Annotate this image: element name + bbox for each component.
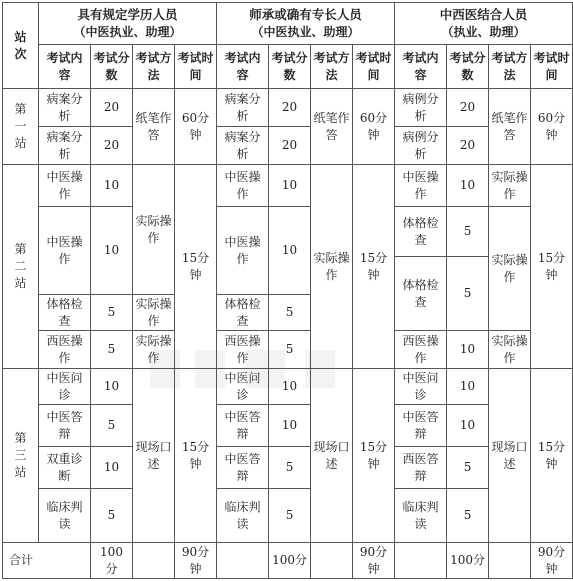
station-1-label: 第 一 站 bbox=[3, 89, 39, 165]
exam-item: 病例分析 bbox=[395, 89, 447, 127]
category-integrated-medicine: 中西医结合人员 （执业、助理） bbox=[395, 3, 573, 45]
exam-score: 20 bbox=[269, 89, 311, 127]
exam-method: 现场口述 bbox=[311, 369, 353, 543]
total-score: 100 分 bbox=[91, 543, 133, 579]
exam-item: 西医答辩 bbox=[395, 447, 447, 489]
exam-item: 中医操作 bbox=[217, 207, 269, 295]
exam-score: 5 bbox=[269, 489, 311, 543]
column-header-row bbox=[3, 45, 573, 89]
exam-time: 15分钟 bbox=[175, 165, 217, 369]
exam-item: 西医操作 bbox=[39, 331, 91, 369]
exam-method: 实际操作 bbox=[133, 165, 175, 295]
exam-score: 10 bbox=[91, 207, 133, 295]
exam-structure-table bbox=[2, 2, 573, 579]
empty-cell bbox=[311, 543, 353, 579]
exam-score: 5 bbox=[91, 405, 133, 447]
exam-score: 20 bbox=[91, 89, 133, 127]
station-3-label: 第 三 站 bbox=[3, 369, 39, 543]
station-column-header: 站 次 bbox=[3, 3, 39, 89]
exam-score: 5 bbox=[447, 489, 489, 543]
exam-score: 10 bbox=[447, 405, 489, 447]
col-score-header: 考试分数 bbox=[91, 45, 133, 89]
exam-method: 实际操作 bbox=[311, 165, 353, 369]
exam-item: 中医答辩 bbox=[395, 405, 447, 447]
exam-score: 5 bbox=[269, 447, 311, 489]
exam-item: 中医操作 bbox=[217, 165, 269, 207]
col-score-header: 考试分数 bbox=[269, 45, 311, 89]
total-time: 90分钟 bbox=[175, 543, 217, 579]
exam-item: 中医答辩 bbox=[39, 405, 91, 447]
exam-method: 纸笔作答 bbox=[311, 89, 353, 165]
col-score-header: 考试分数 bbox=[447, 45, 489, 89]
category-regular-education: 具有规定学历人员 （中医执业、助理） bbox=[39, 3, 217, 45]
exam-item: 中医问诊 bbox=[395, 369, 447, 405]
exam-item: 临床判读 bbox=[395, 489, 447, 543]
col-content-header: 考试内容 bbox=[217, 45, 269, 89]
table-row bbox=[3, 489, 573, 543]
total-score: 100分 bbox=[447, 543, 489, 579]
category-apprenticeship: 师承或确有专长人员 （中医执业、助理） bbox=[217, 3, 395, 45]
exam-score: 10 bbox=[269, 405, 311, 447]
exam-time: 15分钟 bbox=[353, 369, 395, 543]
exam-method: 纸笔作答 bbox=[489, 89, 531, 165]
exam-time: 60分钟 bbox=[175, 89, 217, 165]
exam-item: 中医操作 bbox=[39, 207, 91, 295]
exam-item: 病案分析 bbox=[39, 127, 91, 165]
exam-item: 体格检查 bbox=[395, 207, 447, 257]
exam-time: 15分钟 bbox=[353, 165, 395, 369]
exam-method: 现场口述 bbox=[489, 369, 531, 543]
exam-score: 10 bbox=[269, 165, 311, 207]
col-method-header: 考试方法 bbox=[489, 45, 531, 89]
col-content-header: 考试内容 bbox=[39, 45, 91, 89]
exam-score: 5 bbox=[91, 489, 133, 543]
exam-time: 15分钟 bbox=[531, 165, 573, 369]
col-method-header: 考试方法 bbox=[311, 45, 353, 89]
empty-cell bbox=[395, 543, 447, 579]
exam-item: 临床判读 bbox=[39, 489, 91, 543]
exam-item: 双重诊断 bbox=[39, 447, 91, 489]
exam-score: 20 bbox=[447, 89, 489, 127]
exam-score: 10 bbox=[447, 369, 489, 405]
exam-score: 10 bbox=[269, 207, 311, 295]
table-row bbox=[3, 369, 573, 405]
exam-score: 10 bbox=[91, 165, 133, 207]
total-score: 100分 bbox=[269, 543, 311, 579]
table-row bbox=[3, 331, 573, 369]
table-row bbox=[3, 127, 573, 165]
exam-score: 10 bbox=[447, 165, 489, 207]
table-row bbox=[3, 89, 573, 127]
exam-item: 中医问诊 bbox=[217, 369, 269, 405]
table-row bbox=[3, 207, 573, 257]
exam-item: 中医操作 bbox=[39, 165, 91, 207]
exam-item: 病例分析 bbox=[395, 127, 447, 165]
exam-score: 5 bbox=[447, 207, 489, 257]
exam-score: 5 bbox=[91, 331, 133, 369]
exam-item: 西医操作 bbox=[395, 331, 447, 369]
exam-item: 临床判读 bbox=[217, 489, 269, 543]
category-header-row bbox=[3, 3, 573, 45]
table-row bbox=[3, 405, 573, 447]
exam-method: 实际操作 bbox=[489, 207, 531, 331]
exam-item: 体格检查 bbox=[217, 295, 269, 331]
exam-score: 10 bbox=[447, 331, 489, 369]
exam-item: 体格检查 bbox=[39, 295, 91, 331]
exam-time: 15分钟 bbox=[175, 369, 217, 543]
exam-item: 中医问诊 bbox=[39, 369, 91, 405]
empty-cell bbox=[133, 543, 175, 579]
exam-score: 10 bbox=[269, 369, 311, 405]
exam-score: 5 bbox=[447, 447, 489, 489]
exam-method: 实际操作 bbox=[489, 165, 531, 207]
exam-score: 5 bbox=[269, 331, 311, 369]
exam-time: 60分钟 bbox=[531, 89, 573, 165]
total-row bbox=[3, 543, 573, 579]
exam-method: 现场口述 bbox=[133, 369, 175, 543]
exam-method: 实际操作 bbox=[133, 331, 175, 369]
total-label: 合计 bbox=[3, 543, 91, 579]
exam-score: 10 bbox=[91, 447, 133, 489]
exam-score: 20 bbox=[91, 127, 133, 165]
exam-score: 5 bbox=[447, 257, 489, 331]
exam-item: 体格检查 bbox=[395, 257, 447, 331]
exam-score: 10 bbox=[91, 369, 133, 405]
col-method-header: 考试方法 bbox=[133, 45, 175, 89]
table-row bbox=[3, 447, 573, 489]
exam-item: 中医答辩 bbox=[217, 405, 269, 447]
table-row bbox=[3, 165, 573, 207]
exam-score: 20 bbox=[269, 127, 311, 165]
exam-method: 纸笔作答 bbox=[133, 89, 175, 165]
empty-cell bbox=[489, 543, 531, 579]
col-time-header: 考试时间 bbox=[175, 45, 217, 89]
exam-item: 中医操作 bbox=[395, 165, 447, 207]
exam-time: 15分钟 bbox=[531, 369, 573, 543]
exam-score: 5 bbox=[269, 295, 311, 331]
col-time-header: 考试时间 bbox=[353, 45, 395, 89]
exam-item: 西医操作 bbox=[217, 331, 269, 369]
exam-item: 病案分析 bbox=[39, 89, 91, 127]
col-time-header: 考试时间 bbox=[531, 45, 573, 89]
col-content-header: 考试内容 bbox=[395, 45, 447, 89]
exam-score: 20 bbox=[447, 127, 489, 165]
exam-item: 中医答辩 bbox=[217, 447, 269, 489]
empty-cell bbox=[217, 543, 269, 579]
exam-time: 60分钟 bbox=[353, 89, 395, 165]
exam-method: 实际操作 bbox=[133, 295, 175, 331]
exam-method: 实际操作 bbox=[489, 331, 531, 369]
exam-item: 病案分析 bbox=[217, 89, 269, 127]
total-time: 90分钟 bbox=[531, 543, 573, 579]
exam-item: 病案分析 bbox=[217, 127, 269, 165]
exam-score: 5 bbox=[91, 295, 133, 331]
total-time: 90分钟 bbox=[353, 543, 395, 579]
station-2-label: 第 二 站 bbox=[3, 165, 39, 369]
